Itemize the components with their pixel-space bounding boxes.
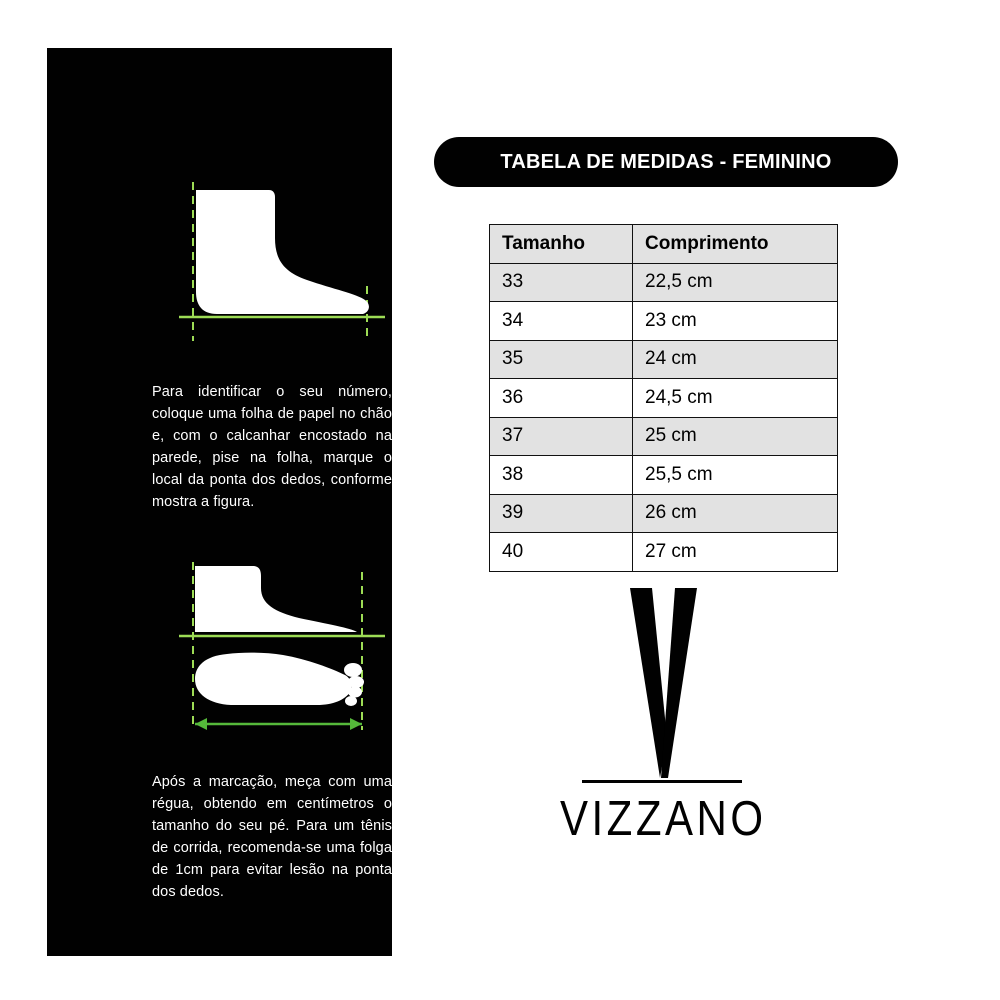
cell-length: 26 cm	[633, 494, 838, 533]
size-table	[489, 224, 838, 572]
logo-wordmark: VIZZANO	[560, 790, 767, 846]
cell-size: 37	[490, 417, 633, 456]
foot-top-view-diagram	[157, 558, 392, 743]
cell-size: 38	[490, 456, 633, 495]
instruction-text-1: Para identificar o seu número, coloque uma folha de papel no chão e, com o calcanhar encostado na parede, pise na folha, marque o local da ponta dos dedos, conforme mostra a figura.	[152, 383, 392, 510]
cell-length: 25,5 cm	[633, 456, 838, 495]
cell-length: 22,5 cm	[633, 263, 838, 302]
cell-size: 40	[490, 533, 633, 572]
table-row	[490, 494, 838, 533]
column-header-size: Tamanho	[490, 225, 633, 264]
logo-divider	[582, 780, 742, 783]
table-row	[490, 456, 838, 495]
table-row	[490, 379, 838, 418]
cell-size: 33	[490, 263, 633, 302]
column-header-length: Comprimento	[633, 225, 838, 264]
page-title	[434, 137, 898, 187]
table-row	[490, 302, 838, 341]
table-row	[490, 263, 838, 302]
cell-length: 24,5 cm	[633, 379, 838, 418]
instruction-text-2: Após a marcação, meça com uma régua, obtendo em centímetros o tamanho do seu pé. Para um tênis de corrida, recomenda-se uma folga de 1cm para evitar lesão na ponta dos dedos.	[152, 773, 392, 900]
cell-size: 36	[490, 379, 633, 418]
cell-length: 27 cm	[633, 533, 838, 572]
cell-length: 23 cm	[633, 302, 838, 341]
cell-size: 39	[490, 494, 633, 533]
brand-logo	[560, 588, 765, 863]
table-row	[490, 533, 838, 572]
foot-side-view-diagram	[157, 176, 392, 346]
table-row	[490, 340, 838, 379]
table-header-row	[490, 225, 838, 264]
cell-size: 35	[490, 340, 633, 379]
instructions-panel	[47, 48, 392, 956]
table-row	[490, 417, 838, 456]
logo-v-icon	[560, 588, 765, 778]
page-title-text: TABELA DE MEDIDAS - FEMININO	[500, 150, 832, 173]
cell-length: 25 cm	[633, 417, 838, 456]
cell-length: 24 cm	[633, 340, 838, 379]
cell-size: 34	[490, 302, 633, 341]
